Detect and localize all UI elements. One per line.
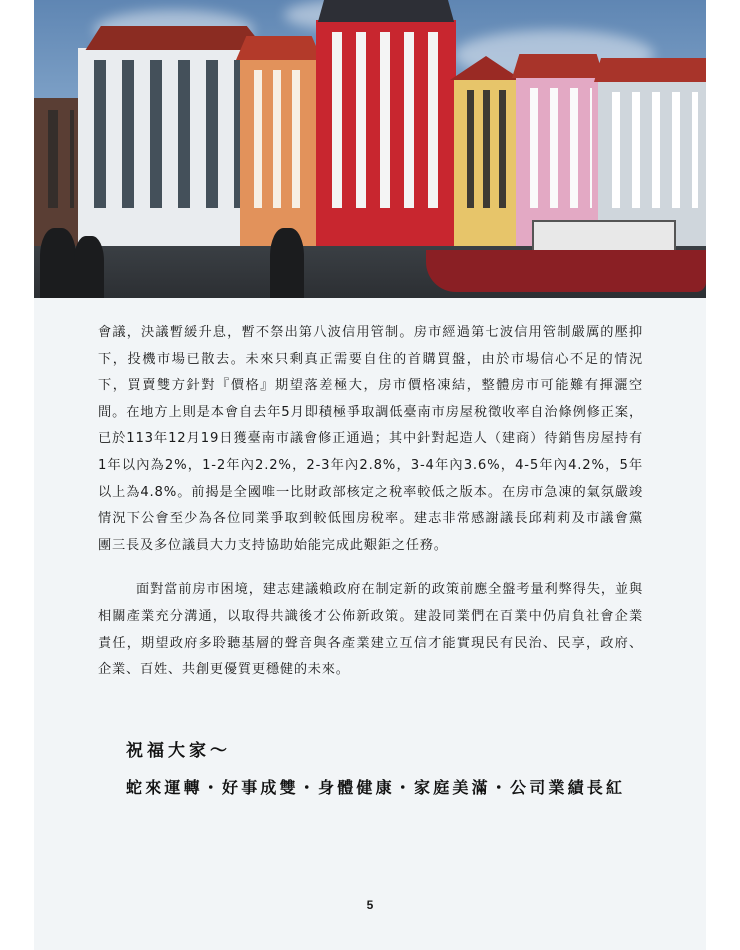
house-dark-left	[34, 98, 82, 248]
blessing-wishes: 蛇來運轉・好事成雙・身體健康・家庭美滿・公司業績長紅	[126, 778, 626, 797]
paragraph-2: 面對當前房市困境，建志建議賴政府在制定新的政策前應全盤考量利弊得失，並與相關產業充分溝通，以取得共識後才公佈新政策。建設同業們在百業中仍肩負社會企業責任，期望政府多聆聽基層的聲音與各產業建立互信才能實現民有民治、民享，政府、企業、百姓、共創更優質更穩健的未來。	[98, 582, 643, 678]
canal-houses-photo	[34, 0, 706, 298]
house-red	[316, 20, 456, 248]
house-orange	[240, 58, 318, 248]
person-silhouette	[270, 228, 304, 298]
boat-cabin	[532, 220, 676, 254]
boat	[426, 250, 706, 292]
blessing	[126, 736, 666, 798]
person-silhouette	[40, 228, 76, 298]
blessing-greeting: 祝福大家～	[126, 741, 231, 761]
house-yellow	[454, 78, 518, 248]
person-silhouette	[74, 236, 104, 298]
house-white	[78, 48, 262, 248]
paragraph-1: 會議，決議暫緩升息，暫不祭出第八波信用管制。房市經過第七波信用管制嚴厲的壓抑下，投機市場已散去。未來只剩真正需要自住的首購買盤，由於市場信心不足的情況下，買賣雙方針對『價格』期望落差極大，房市價格凍結，整體房市可能難有揮灑空間。在地方上則是本會自去年5月即積極爭取調低臺南市房屋稅徵收率自治條例修正案，已於113年12月19日獲臺南市議會修正通過；其中針對起造人（建商）待銷售房屋持有1年以內為2%，1-2年內2.2%，2-3年內2.8%，3-4年內3.6%，4-5年內4.2%，5年以上為4.8%。前揭是全國唯一比財政部核定之稅率較低之版本。在房市急凍的氣氛嚴竣情況下公會至少為各位同業爭取到較低囤房稅率。建志非常感謝議長邱莉莉及市議會黨團三長及多位議員大力支持協助始能完成此艱鉅之任務。	[98, 325, 643, 553]
article-body	[98, 320, 643, 684]
page-number: 5	[366, 898, 374, 912]
